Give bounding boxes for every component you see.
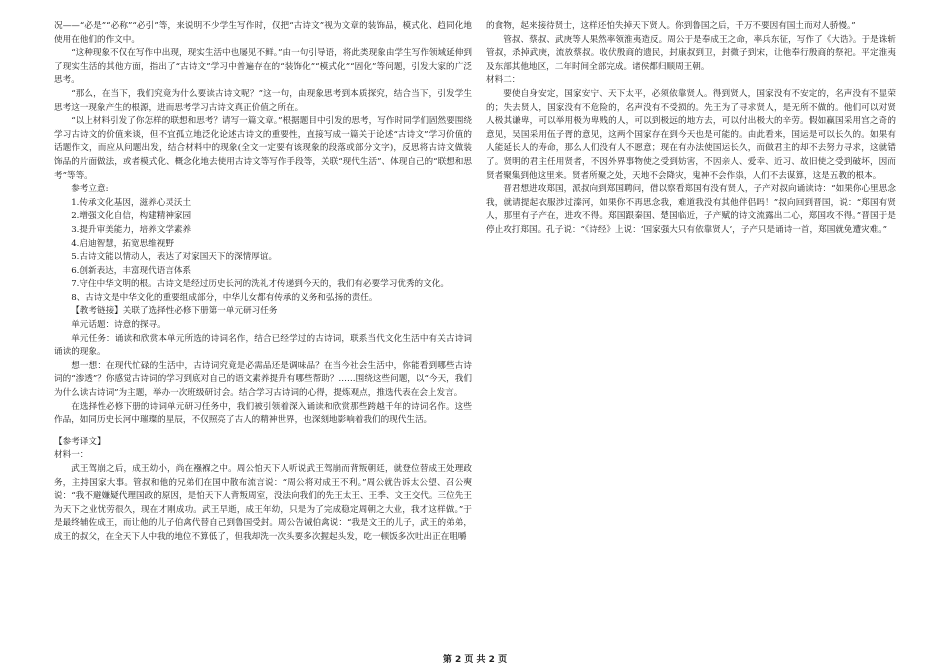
reference-item-7: 7.守住中华文明的根。古诗文是经过历史长河的洗礼才传递到今天的，我们有必要学习优秀的文化。 — [71, 279, 449, 290]
translation-heading: 【参考译文】 — [54, 436, 106, 447]
reference-item-5: 5.古诗文能以情动人，表达了对家国天下的深情厚谊。 — [71, 252, 278, 263]
material-1-text: 武王驾崩之后，成王幼小，尚在襁褓之中。周公怕天下人听说武王驾崩而背叛朝廷，就登位替成王处理政务，主持国家大事。管叔和他的兄弟们在国中散布流言说：“周公将对成王不利。”周公就告诉太公望、召公奭说：“我不避嫌疑代理国政的原因，是怕天下人背叛周室，没法向我们的先王太王、王季、文王交代。三位先王为天下之业忧劳很久，现在才刚成功。武王早逝，成王年幼，只是为了完成稳定周朝之大业，我才这样做。”于是最终辅佐成王，而让他的儿子伯禽代替自己到鲁国受封。周公告诫伯禽说：“我是文王的儿子，武王的弟弟，成王的叔父，在全天下人中我的地位不算低了，但我却洗一次头要多次握起头发，吃一顿饭多次吐出正在咀嚼 — [54, 464, 472, 542]
paragraph-4: “以上材料引发了你怎样的联想和思考？请写一篇文章。”根据题目中引发的思考，写作时同学们固然要围绕学习古诗文的价值来谈，但不宜孤立地泛化论述古诗文的重要性，直接写成一篇关于论述“古诗文”学习价值的话题作文，而应从问题出发，结合材料中的现象(全文一定要有该现象的段落或部分文字)，反思将古诗文做装饰品的片面做法，或者模式化、概念化地去使用古诗文等写作手段等，关联“现代生活”、体现自己的“联想和思考”等等。 — [54, 116, 472, 181]
paragraph-2: “这种现象不仅在写作中出现，现实生活中也屡见不鲜。”由一句引导语，将此类现象由学生写作领域延伸到了现实生活的其他方面，指出了“古诗文”学习中普遍存在的“装饰化”“模式化”“固化”等问题，引发大家的广泛思考。 — [54, 48, 472, 86]
material-1-paragraph-2: 管叔、蔡叔、武庚等人果然率领淮夷造反。周公于是奉成王之命，率兵东征，写作了《大诰》。于是诛斩管叔，杀掉武庚，流放蔡叔。收伏殷商的遗民，封康叔到卫，封微子到宋，让他奉行殷商的祭祀。平定淮夷及东部其他地区，二年时间全部完成。诸侯都归顺周王朝。 — [486, 34, 896, 72]
material-2-paragraph-1: 要使自身安定，国家安宁、天下太平，必须依靠贤人。得到贤人，国家没有不安定的，名声没有不显荣的；失去贤人，国家没有不危险的，名声没有不受损的。先王为了寻求贤人，是无所不做的。他们可以对贤人极其谦卑，可以举用极为卑贱的人，可以到极远的地方去，可以付出极大的辛劳。假如赢国采用宫之奇的意见，吴国采用伍子胥的意见，这两个国家存在到今天也是可能的。由此看来，国运是可以长久的。如果有人能延长人的寿命，那么人们没有人不愿意；现在有办法使国运长久，而做君主的却不去努力寻求，这就错了。贤明的君主任用贤者，不因外界事物使之受到妨害，不因亲人、爱幸、近习、故旧使之受到破坏，因而贤者聚集到他这里来。贤者所聚之处，天地不会降灾，鬼神不会作祟，人们不去谋算，这是五教的根本。 — [486, 88, 896, 181]
material-1-title: 材料一： — [54, 450, 89, 461]
left-column — [54, 20, 472, 545]
material-1-continued: 的食物，起来接待贤士，这样还怕失掉天下贤人。你到鲁国之后，千万不要因有国土而对人骄慢。” — [486, 21, 856, 31]
unit-summary: 在选择性必修下册的诗词单元研习任务中，我们被引领着深入诵读和欣赏那些跨越千年的诗词名作。这些作品，如同历史长河中璀璨的星辰，不仅照亮了古人的精神世界，也深刻地影响着我们的现代生活。 — [54, 401, 472, 426]
reference-item-4: 4.启迪智慧，拓宽思维视野 — [71, 238, 174, 249]
material-2-title: 材料二： — [486, 75, 521, 86]
unit-task: 单元任务：诵读和欣赏本单元所选的诗词名作，结合已经学过的古诗词，联系当代文化生活中有关古诗词诵读的现象。 — [54, 333, 472, 358]
reference-title: 参考立意: — [71, 184, 109, 195]
think-question: 想一想：在现代忙碌的生活中，古诗词究竟是必需品还是调味品？在当今社会生活中，你能看到哪些古诗词的“渗透”？你感觉古诗词的学习到底对自己的语文素养提升有哪些帮助？……围绕这些问题，以“今天，我们为什么读古诗词”为主题，举办一次班级研讨会。结合学习古诗词的心得，提炼观点，推选代表在会上发言。 — [54, 360, 472, 399]
paragraph-1: 况——“必是”“必称”“必引”等，来说明不少学生写作时，仅把“古诗文”视为文章的装饰品，模式化、趋同化地使用在他们的作文中。 — [54, 21, 472, 45]
unit-topic: 单元话题：诗意的探寻。 — [71, 320, 166, 331]
right-column — [486, 20, 896, 238]
page-footer: 第 2 页 共 2 页 — [442, 655, 508, 665]
reference-item-6: 6.创新表达，丰富现代语言体系 — [71, 265, 192, 276]
paragraph-3: “那么，在当下，我们究竟为什么要读古诗文呢？”这一句，由现象思考到本质探究，结合当下，引发学生思考这一现象产生的根源，进而思考学习古诗文真正价值之所在。 — [54, 88, 472, 113]
reference-item-1: 1.传承文化基因，滋养心灵沃土 — [71, 197, 192, 208]
material-2-paragraph-2: 晋君想进攻郑国，派叔向到郑国聘问，借以察看郑国有没有贤人，子产对叔向诵读诗：“如果你心里思念我，就请提起衣服涉过溱河，如果你不再思念我，难道我没有其他伴侣吗！”叔向回到晋国，说：“郑国有贤人，那里有子产在，进攻不得。郑国跟秦国、楚国临近，子产赋的诗文流露出二心，郑国攻不得。”晋国于是停止攻打郑国。孔子说：“《诗经》上说：‘国家强大只有依靠贤人’，子产只是诵诗一首，郑国就免遭灾难。” — [486, 184, 896, 235]
reference-item-3: 3.提升审美能力，培养文学素养 — [71, 224, 192, 235]
reference-item-8: 8、古诗文是中华文化的重要组成部分，中华儿女都有传承的义务和弘扬的责任。 — [71, 292, 378, 303]
reference-item-2: 2.增强文化自信，构建精神家园 — [71, 211, 192, 222]
textbook-link: 【教考链接】关联了选择性必修下册第一单元研习任务 — [71, 306, 278, 317]
